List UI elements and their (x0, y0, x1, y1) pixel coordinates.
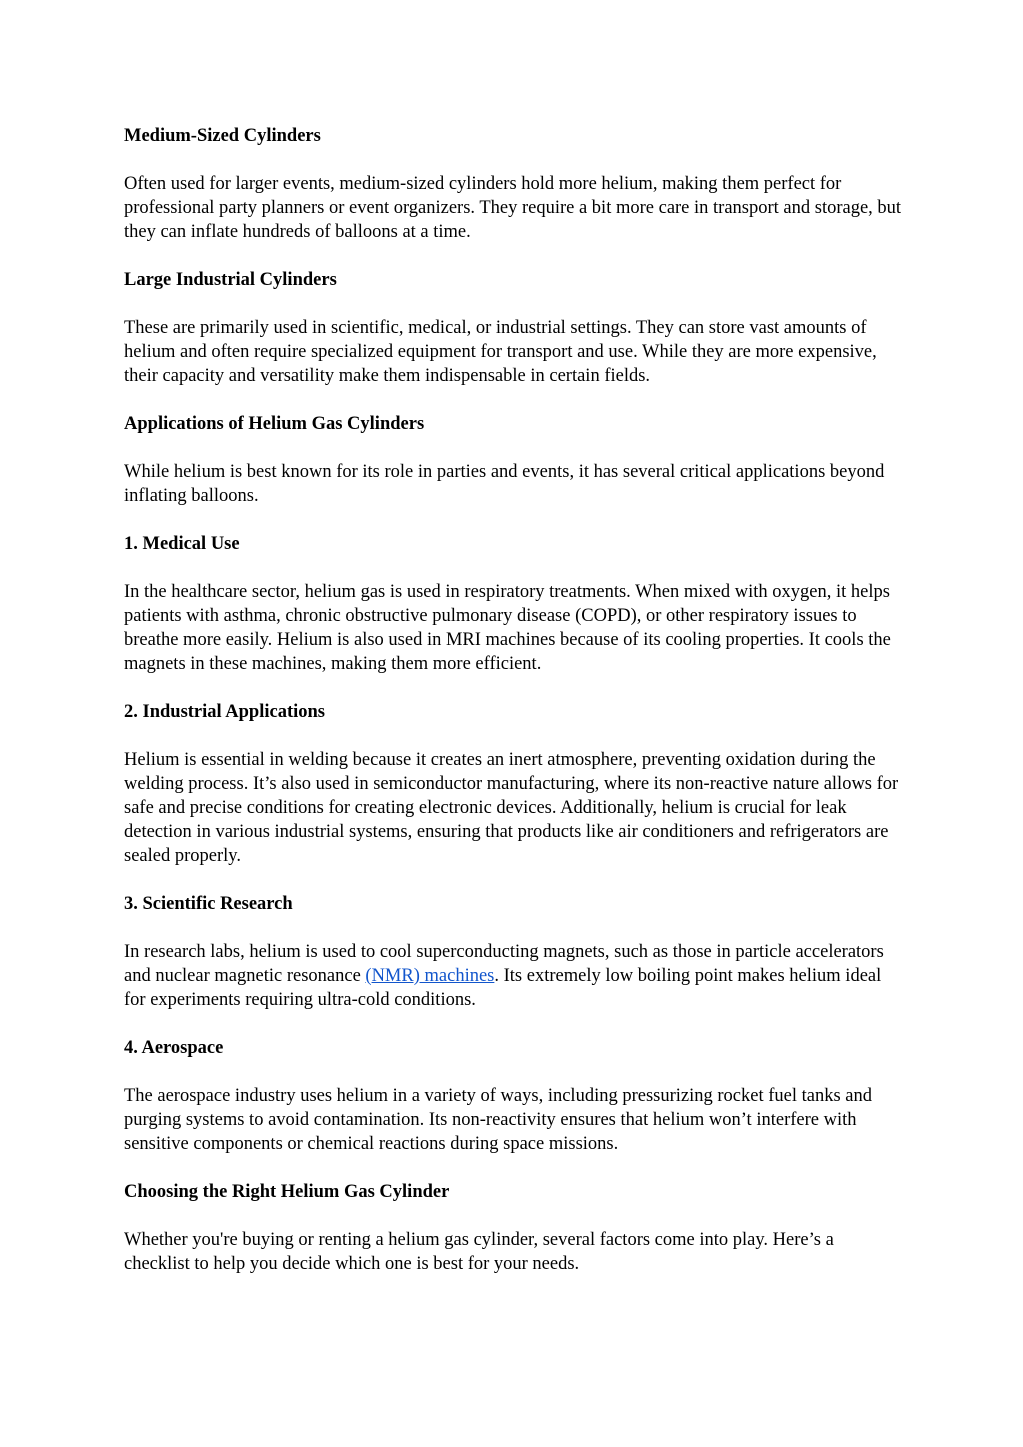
section-paragraph-industrial-applications: Helium is essential in welding because it creates an inert atmosphere, preventing oxidation during the welding process. It’s also used in semiconductor manufacturing, where its non-reactive nature allows for safe and precise conditions for creating electronic devices. Additionally, helium is crucial for leak detection in various industrial systems, ensuring that products like air conditioners and refrigerators are sealed properly. (124, 750, 899, 866)
section-heading-scientific-research: 3. Scientific Research (124, 894, 293, 914)
nmr-machines-link[interactable]: (NMR) machines (365, 966, 495, 986)
paragraph-text-before-link: In research labs, helium is used to cool superconducting magnets, such as those in particle accelerators and nuclear magnetic resonance (124, 942, 884, 986)
section-heading-medical-use: 1. Medical Use (124, 534, 240, 554)
section-heading-medium-cylinders: Medium-Sized Cylinders (124, 126, 321, 146)
paragraph-text-after-link: . Its extremely low boiling point makes helium ideal for experiments requiring ultra-cold conditions. (124, 966, 882, 1010)
section-heading-industrial-applications: 2. Industrial Applications (124, 702, 325, 722)
document-page (124, 124, 904, 1276)
section-heading-applications: Applications of Helium Gas Cylinders (124, 414, 425, 434)
section-paragraph-scientific-research (124, 940, 904, 1012)
section-heading-choosing-cylinder: Choosing the Right Helium Gas Cylinder (124, 1182, 450, 1202)
section-paragraph-applications: While helium is best known for its role in parties and events, it has several critical applications beyond inflating balloons. (124, 462, 885, 506)
section-paragraph-large-cylinders: These are primarily used in scientific, medical, or industrial settings. They can store vast amounts of helium and often require specialized equipment for transport and use. While they are more expensive, their capacity and versatility make them indispensable in certain fields. (124, 318, 877, 386)
section-paragraph-aerospace: The aerospace industry uses helium in a variety of ways, including pressurizing rocket fuel tanks and purging systems to avoid contamination. Its non-reactivity ensures that helium won’t interfere with sensitive components or chemical reactions during space missions. (124, 1086, 873, 1154)
section-paragraph-medical-use: In the healthcare sector, helium gas is used in respiratory treatments. When mixed with oxygen, it helps patients with asthma, chronic obstructive pulmonary disease (COPD), or other respiratory issues to breathe more easily. Helium is also used in MRI machines because of its cooling properties. It cools the magnets in these machines, making them more efficient. (124, 582, 891, 674)
section-heading-aerospace: 4. Aerospace (124, 1038, 224, 1058)
section-paragraph-choosing-cylinder: Whether you're buying or renting a helium gas cylinder, several factors come into play. Here’s a checklist to help you decide which one is best for your needs. (124, 1230, 834, 1274)
section-heading-large-cylinders: Large Industrial Cylinders (124, 270, 337, 290)
section-paragraph-medium-cylinders: Often used for larger events, medium-sized cylinders hold more helium, making them perfect for professional party planners or event organizers. They require a bit more care in transport and storage, but they can inflate hundreds of balloons at a time. (124, 174, 902, 242)
